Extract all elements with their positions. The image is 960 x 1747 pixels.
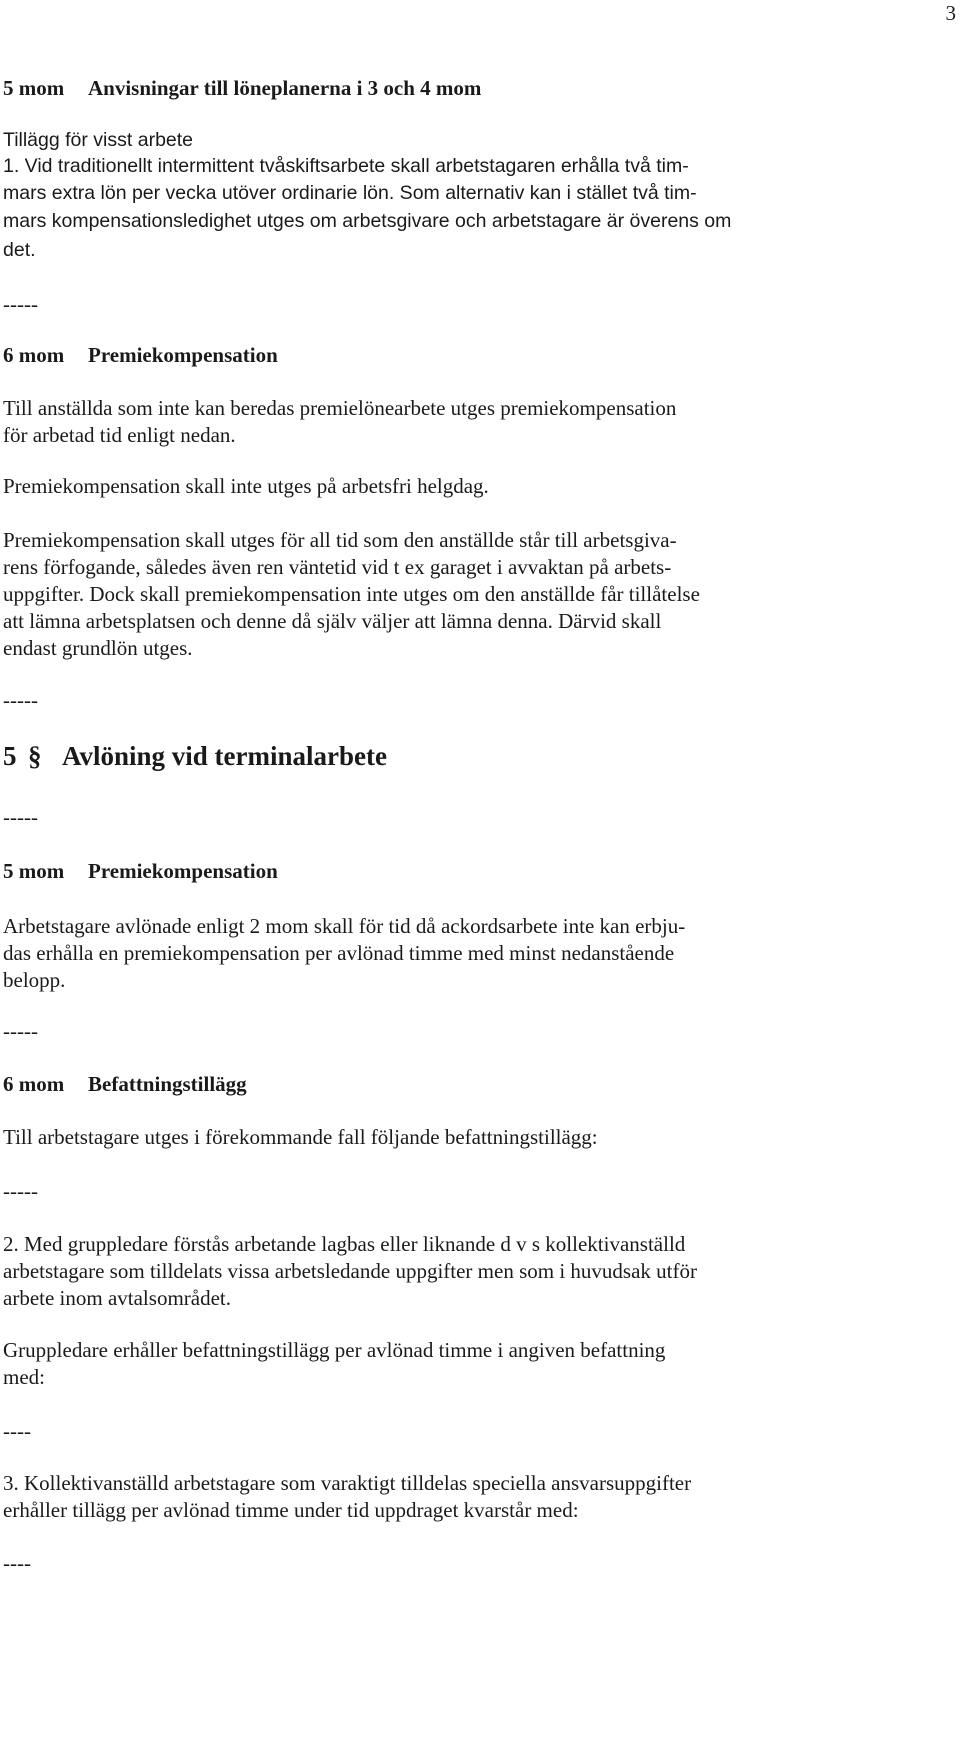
text-line: arbetstagare som tilldelats vissa arbetsledande uppgifter men som i huvudsak utför xyxy=(3,1259,697,1283)
heading-5-mom-premie xyxy=(3,858,278,885)
text-line: Till anställda som inte kan beredas premielönearbete utges premiekompensation xyxy=(3,396,677,420)
text-line: med: xyxy=(3,1365,45,1389)
text-line: Till arbetstagare utges i förekommande fall följande befattningstillägg: xyxy=(3,1125,598,1149)
text-line: Arbetstagare avlönade enligt 2 mom skall för tid då ackordsarbete inte kan erbju- xyxy=(3,914,686,938)
divider: ----- xyxy=(3,688,38,712)
heading-title: Premiekompensation xyxy=(88,343,278,367)
text-line: Premiekompensation skall utges för all tid som den anställde står till arbetsgiva- xyxy=(3,528,677,552)
divider: ---- xyxy=(3,1419,31,1443)
heading-6-mom xyxy=(3,342,278,369)
heading-number: 5 mom xyxy=(3,859,65,883)
section-sign: § xyxy=(28,741,42,771)
text-line: arbete inom avtalsområdet. xyxy=(3,1286,231,1310)
text-line: att lämna arbetsplatsen och denne då själv väljer att lämna denna. Därvid skall xyxy=(3,609,662,633)
text-line: rens förfogande, således även ren väntetid vid t ex garaget i avvaktan på arbets- xyxy=(3,555,672,579)
divider: ---- xyxy=(3,1551,31,1575)
text-line: det. xyxy=(3,239,36,261)
section-heading xyxy=(3,739,387,773)
text-line: 3. Kollektivanställd arbetstagare som varaktigt tilldelas speciella ansvarsuppgifter xyxy=(3,1471,692,1495)
divider: ----- xyxy=(3,1019,38,1043)
page-number: 3 xyxy=(945,1,956,25)
text-line: erhåller tillägg per avlönad timme under tid uppdraget kvarstår med: xyxy=(3,1498,579,1522)
section-number: 5 xyxy=(3,741,17,771)
text-line: belopp. xyxy=(3,968,66,992)
text-line: för arbetad tid enligt nedan. xyxy=(3,423,236,447)
heading-number: 6 mom xyxy=(3,343,65,367)
text-line: uppgifter. Dock skall premiekompensation inte utges om den anställde får tillåtelse xyxy=(3,582,700,606)
text-line: Gruppledare erhåller befattningstillägg per avlönad timme i angiven befattning xyxy=(3,1338,666,1362)
heading-number: 5 mom xyxy=(3,76,65,100)
heading-6-mom-befattning xyxy=(3,1071,247,1098)
section-title: Avlöning vid terminalarbete xyxy=(62,741,387,771)
heading-title: Premiekompensation xyxy=(88,859,278,883)
text-line: mars extra lön per vecka utöver ordinarie lön. Som alternativ kan i stället två tim- xyxy=(3,182,697,204)
text-line: endast grundlön utges. xyxy=(3,636,193,660)
divider: ----- xyxy=(3,805,38,829)
heading-title: Anvisningar till löneplanerna i 3 och 4 mom xyxy=(88,76,482,100)
divider: ----- xyxy=(3,1179,38,1203)
divider: ----- xyxy=(3,292,38,316)
text-line: 2. Med gruppledare förstås arbetande lagbas eller liknande d v s kollektivanställd xyxy=(3,1232,686,1256)
text-line: mars kompensationsledighet utges om arbetsgivare och arbetstagare är överens om xyxy=(3,210,732,232)
heading-number: 6 mom xyxy=(3,1072,65,1096)
heading-5-mom xyxy=(3,75,481,102)
subheading-tillagg: Tillägg för visst arbete xyxy=(3,129,194,151)
text-line: das erhålla en premiekompensation per avlönad timme med minst nedanstående xyxy=(3,941,675,965)
heading-title: Befattningstillägg xyxy=(88,1072,247,1096)
text-line: 1. Vid traditionellt intermittent tvåskiftsarbete skall arbetstagaren erhålla två tim- xyxy=(3,155,689,177)
text-line: Premiekompensation skall inte utges på arbetsfri helgdag. xyxy=(3,474,489,498)
